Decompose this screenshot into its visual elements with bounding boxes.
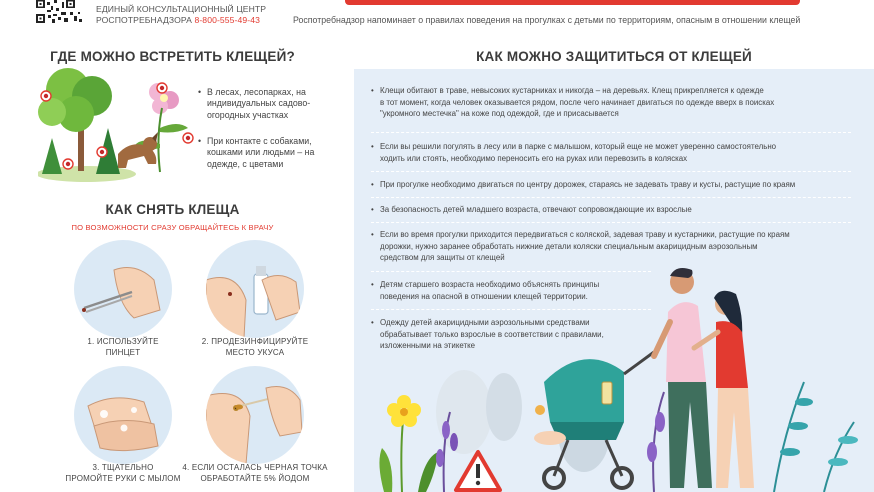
father-figure: [654, 268, 712, 488]
family-walk-illustration: [354, 262, 874, 492]
tip-line: изложенными на этикетке: [380, 341, 476, 350]
tip-line: • За безопасность детей младшего возраста, отвечают сопровождающие их взрослые: [380, 205, 692, 214]
consult-center-name: ЕДИНЫЙ КОНСУЛЬТАЦИОННЫЙ ЦЕНТР: [96, 4, 267, 14]
step-3-line1: 3. ТЩАТЕЛЬНО: [92, 463, 154, 472]
tip-line: • Детям старшего возраста необходимо объяснять принципы: [380, 280, 600, 289]
step-tweezers-illustration: [74, 240, 172, 338]
consult-center-info: [96, 4, 266, 26]
tip-line: ходить или стоять, необходимо переносить его на руках или перевозить в колясках: [380, 153, 688, 163]
step-2-label: [175, 336, 335, 358]
tip-line: • Клещи обитают в траве, невысоких кустарниках и никогда – на деревьях. Клещ прикрепляется к одежде: [380, 86, 764, 95]
warning-sign-icon: [456, 452, 500, 490]
where-item-contact: • При контакте с собаками, кошками или людьми – на одежде, с цветами: [207, 136, 337, 170]
where-title: ГДЕ МОЖНО ВСТРЕТИТЬ КЛЕЩЕЙ?: [50, 49, 295, 64]
where-item-forest: • В лесах, лесопарках, на индивидуальных садово-огородных участках: [207, 87, 337, 121]
divider: [371, 171, 851, 172]
step-1-line1: 1. ИСПОЛЬЗУЙТЕ: [87, 337, 159, 346]
divider: [371, 132, 851, 133]
step-iodine-illustration: [206, 366, 304, 464]
protect-title: КАК МОЖНО ЗАЩИТИТЬСЯ ОТ КЛЕЩЕЙ: [476, 49, 752, 64]
tip-line: • Если во время прогулки приходится передвигаться с коляской, задевая траву и кустарники, растущие по краям: [380, 230, 790, 239]
tip-line: • Одежду детей акарицидными аэрозольными средствами: [380, 318, 590, 327]
step-2-line2: МЕСТО УКУСА: [225, 348, 285, 357]
see-doctor-note: ПО ВОЗМОЖНОСТИ СРАЗУ ОБРАЩАЙТЕСЬ К ВРАЧУ: [71, 223, 274, 232]
divider: [371, 197, 851, 198]
qr-code-icon: [34, 0, 90, 24]
tip-line: • При прогулке необходимо двигаться по центру дорожек, стараясь не задевать траву и кусты, растущие по краям: [380, 180, 796, 189]
step-disinfect-illustration: [206, 240, 304, 338]
washing-hands-icon: [74, 366, 172, 464]
divider: [371, 222, 851, 223]
tip-path-center: [380, 179, 795, 191]
step-wash-hands-illustration: [74, 366, 172, 464]
tip-stroller-treatment: [380, 229, 790, 264]
tip-habitat: [380, 85, 774, 120]
tip-line: • Если вы решили погулять в лесу или в парке с малышом, который еще не может уверенно самостоятельно: [380, 142, 777, 151]
step-4-label: [175, 462, 335, 484]
tip-line: "укромного местечка" на коже под одеждой, где и присасывается: [380, 109, 619, 118]
yellow-flower-icon: [379, 395, 438, 492]
step-1-line2: ПИНЦЕТ: [105, 348, 141, 357]
tip-line: дорожки, нужно заранее обработать нижние детали коляски специальным акарицидным аэрозольным: [380, 241, 758, 251]
header-accent-strip: [345, 0, 800, 5]
hotline-phone: 8-800-555-49-43: [194, 15, 260, 25]
forest-scene-illustration: [38, 68, 208, 183]
tip-infant: [380, 141, 776, 164]
step-4-line2: ОБРАБОТАЙТЕ 5% ЙОДОМ: [200, 474, 310, 483]
consult-center-org: РОСПОТРЕБНАДЗОРА: [96, 15, 192, 25]
remove-title: КАК СНЯТЬ КЛЕЩА: [105, 202, 240, 217]
step-3-line2: ПРОМОЙТЕ РУКИ С МЫЛОМ: [65, 474, 181, 483]
step-2-line1: 2. ПРОДЕЗИНФИЦИРУЙТЕ: [201, 337, 309, 346]
tweezers-icon: [74, 240, 172, 338]
step-4-line1: 4. ЕСЛИ ОСТАЛАСЬ ЧЕРНАЯ ТОЧКА: [182, 463, 328, 472]
cotton-swab-icon: [206, 366, 304, 464]
tip-adult-responsibility: [380, 204, 692, 216]
tip-line: средством для защиты от клещей: [380, 253, 505, 262]
spray-bottle-icon: [206, 240, 304, 338]
reminder-text: Роспотребнадзор напоминает о правилах поведения на прогулках с детьми по территориям, опасным в отношении клещей: [293, 15, 801, 25]
tip-line: поведения на опасной в отношении клещей территории.: [380, 291, 588, 301]
tip-line: обрабатывает только взрослые в соответствии с правилами,: [380, 329, 604, 339]
tip-line: в тот момент, когда человек оказывается рядом, после чего начинает двигаться по одежде вверх в поисках: [380, 97, 775, 107]
